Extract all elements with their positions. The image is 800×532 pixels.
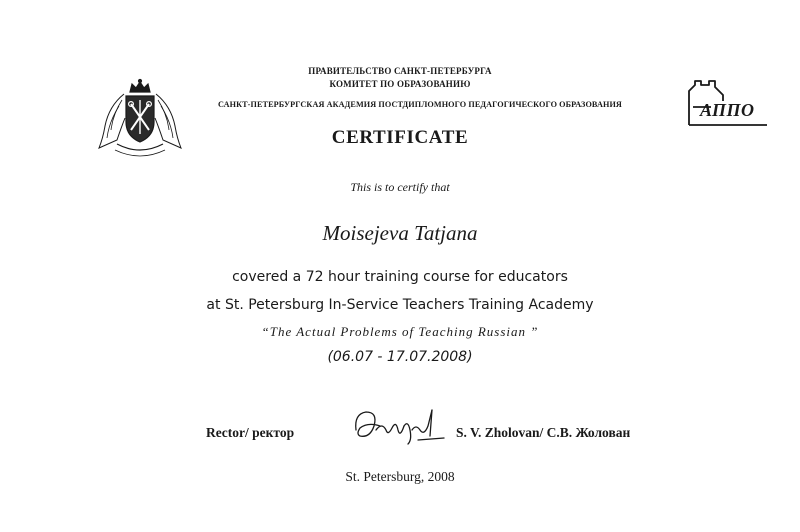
certify-text: This is to certify that [350,180,450,194]
committee-header: КОМИТЕТ ПО ОБРАЗОВАНИЮ [329,79,471,89]
signer-role: Rector/ ректор [206,425,295,440]
handwritten-signature [352,400,448,448]
academy-logo-text: АППО [700,100,755,120]
course-dates: (06.07 - 17.07.2008) [327,349,473,365]
government-header: ПРАВИТЕЛЬСТВО САНКТ-ПЕТЕРБУРГА [308,66,492,76]
recipient-name: Moisejeva Tatjana [322,221,478,245]
course-description: covered a 72 hour training course for educators [232,269,568,285]
academy-header: САНКТ-ПЕТЕРБУРГСКАЯ АКАДЕМИЯ ПОСТДИПЛОМНОГО ПЕДАГОГИЧЕСКОГО ОБРАЗОВАНИЯ [218,100,622,109]
place-and-year: St. Petersburg, 2008 [345,469,455,484]
course-title: “The Actual Problems of Teaching Russian ” [261,324,539,339]
certificate-title: CERTIFICATE [331,127,469,148]
institution-line: at St. Petersburg In-Service Teachers Training Academy [206,297,594,313]
signer-name: S. V. Zholovan/ С.В. Жолован [456,425,631,440]
